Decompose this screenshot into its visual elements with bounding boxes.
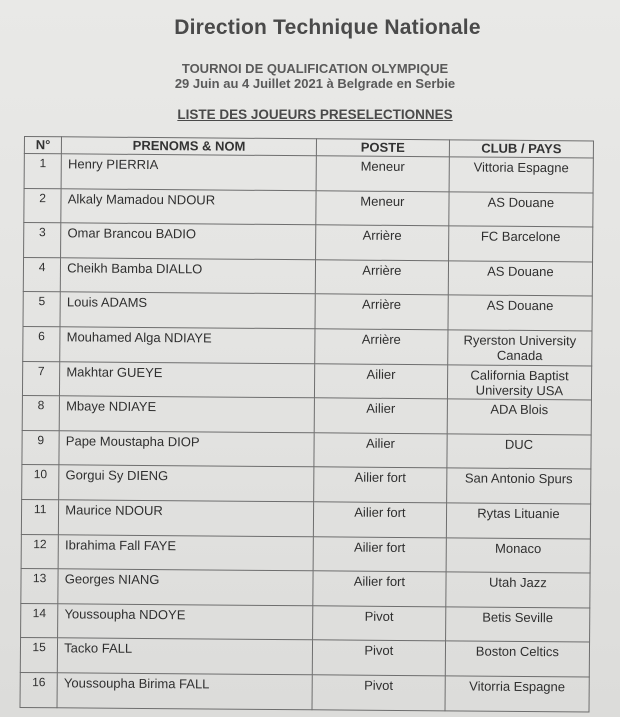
table-row <box>20 672 589 711</box>
player-name: Youssoupha Birima FALL <box>57 673 312 710</box>
table-row <box>21 569 590 608</box>
table-row <box>22 396 591 435</box>
player-club: Boston Celtics <box>445 641 589 677</box>
tournament-name: TOURNOI DE QUALIFICATION OLYMPIQUE <box>181 61 449 76</box>
player-position: Meneur <box>316 156 449 192</box>
player-number: 16 <box>20 672 58 707</box>
player-name: Mouhamed Alga NDIAYE <box>60 327 315 364</box>
player-position: Arrière <box>315 225 448 261</box>
player-number: 3 <box>24 223 62 258</box>
player-club: AS Douane <box>448 261 592 297</box>
player-position: Ailier <box>314 433 447 469</box>
player-number: 5 <box>23 292 61 327</box>
player-name: Henry PIERRIA <box>61 154 316 191</box>
player-number: 13 <box>21 569 59 604</box>
player-number: 9 <box>22 430 60 465</box>
player-name: Mbaye NDIAYE <box>59 396 314 433</box>
table-row <box>23 326 592 365</box>
player-position: Ailier <box>314 398 447 434</box>
player-position: Ailier fort <box>313 536 446 572</box>
player-club: Betis Seville <box>445 607 589 643</box>
player-club: DUC <box>447 434 591 470</box>
players-table-body <box>20 154 593 712</box>
player-club: AS Douane <box>448 295 592 331</box>
player-name: Makhtar GUEYE <box>60 361 315 398</box>
table-row <box>21 534 590 573</box>
player-number: 6 <box>23 326 61 361</box>
player-club: Utah Jazz <box>446 572 590 608</box>
header-position: POSTE <box>316 139 449 157</box>
player-name: Youssoupha NDOYE <box>58 604 313 641</box>
table-row <box>22 465 591 504</box>
player-name: Gorgui Sy DIENG <box>59 465 314 502</box>
table-row <box>21 499 590 538</box>
tournament-dates: 29 Juin au 4 Juillet 2021 à Belgrade en Serbie <box>174 76 456 91</box>
player-position: Pivot <box>312 640 445 676</box>
player-name: Louis ADAMS <box>60 292 315 329</box>
player-name: Georges NIANG <box>58 569 313 606</box>
player-position: Ailier fort <box>314 467 447 503</box>
player-name: Tacko FALL <box>58 638 313 675</box>
table-row <box>24 223 593 262</box>
player-number: 14 <box>21 603 59 638</box>
players-table <box>20 136 594 712</box>
table-row <box>23 257 592 296</box>
player-club: California Baptist University USA <box>447 364 591 400</box>
player-position: Arrière <box>315 294 448 330</box>
player-club: Monaco <box>446 537 590 573</box>
table-row <box>22 361 591 400</box>
player-position: Pivot <box>312 606 445 642</box>
header-number: N° <box>24 137 61 154</box>
player-club: Rytas Lituanie <box>446 503 590 539</box>
header-club: CLUB / PAYS <box>449 140 593 158</box>
player-club: San Antonio Spurs <box>446 468 590 504</box>
player-club: Vitorria Espagne <box>445 676 589 712</box>
player-position: Meneur <box>316 190 449 226</box>
player-name: Maurice NDOUR <box>59 500 314 537</box>
player-name: Pape Moustapha DIOP <box>59 431 314 468</box>
player-number: 15 <box>20 638 58 673</box>
player-name: Cheikh Bamba DIALLO <box>61 258 316 295</box>
list-title-text: LISTE DES JOUEURS PRESELECTIONNES <box>177 107 453 122</box>
player-club: ADA Blois <box>447 399 591 435</box>
list-title <box>0 107 620 122</box>
table-row <box>20 638 589 677</box>
player-number: 8 <box>22 396 60 431</box>
player-position: Ailier fort <box>313 571 446 607</box>
player-number: 12 <box>21 534 59 569</box>
player-position: Ailier <box>314 363 447 399</box>
player-position: Ailier fort <box>313 502 446 538</box>
player-club: Ryerston University Canada <box>448 330 592 366</box>
table-row <box>24 154 593 193</box>
player-club: Vittoria Espagne <box>449 157 593 193</box>
table-row <box>22 430 591 469</box>
player-number: 2 <box>24 188 62 223</box>
player-club: AS Douane <box>449 191 593 227</box>
player-club: FC Barcelone <box>448 226 592 262</box>
header-name: PRENOMS & NOM <box>62 137 317 156</box>
player-name: Alkaly Mamadou NDOUR <box>61 188 316 225</box>
table-row <box>23 292 592 331</box>
player-number: 7 <box>22 361 60 396</box>
player-number: 1 <box>24 154 62 189</box>
player-name: Omar Brancou BADIO <box>61 223 316 260</box>
table-row <box>24 188 593 227</box>
player-position: Arrière <box>315 329 448 365</box>
player-position: Arrière <box>315 260 448 296</box>
player-number: 11 <box>21 499 59 534</box>
player-number: 10 <box>22 465 60 500</box>
player-name: Ibrahima Fall FAYE <box>58 534 313 571</box>
table-row <box>21 603 590 642</box>
document-title: Direction Technique Nationale <box>174 16 481 39</box>
player-position: Pivot <box>312 675 445 711</box>
player-number: 4 <box>23 257 61 292</box>
